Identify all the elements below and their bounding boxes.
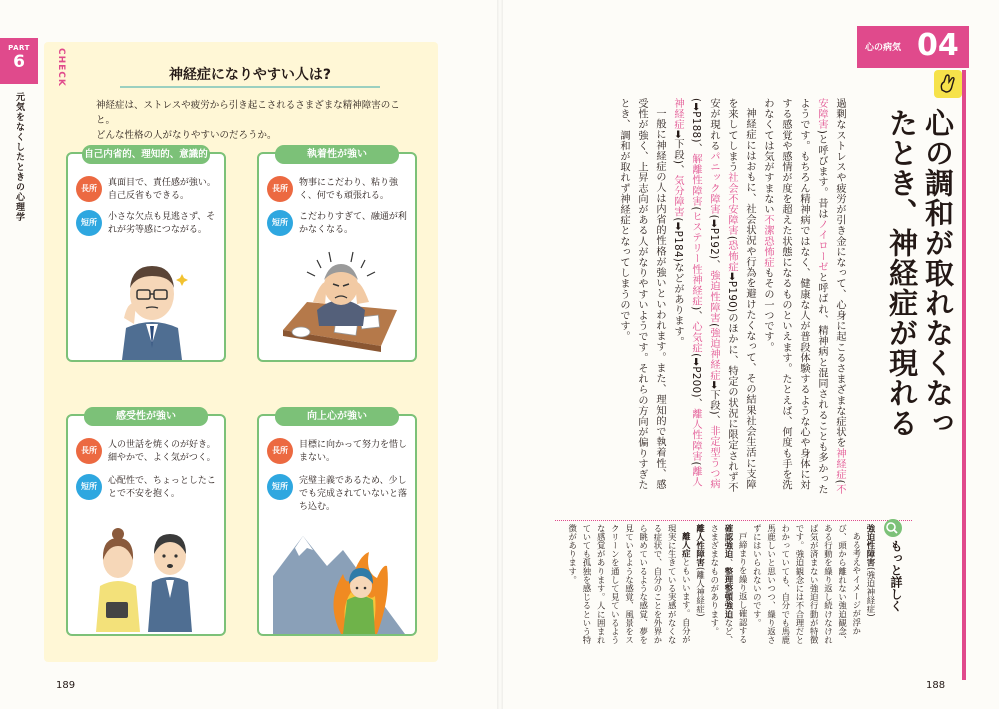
card-title: 向上心が強い xyxy=(275,407,399,426)
trait-card-introspective xyxy=(66,149,226,362)
more-detail-text xyxy=(556,524,878,650)
highlight-term: 強迫神経症 xyxy=(708,327,719,381)
page-title: 心の調和が取れなくなったとき、神経症が現れる xyxy=(885,108,955,438)
section-number: 04 xyxy=(917,28,959,63)
card-title: 執着性が強い xyxy=(275,145,399,164)
weakness-row xyxy=(267,474,415,510)
highlight-term: 不潔恐怖症 xyxy=(762,214,773,268)
more-entry xyxy=(864,524,878,650)
strength-text: 目標に向かって努力を惜しまない。 xyxy=(299,440,408,463)
strength-row xyxy=(76,438,224,474)
weakness-text: 小さな欠点も見逃さず、それが劣等感につながる。 xyxy=(108,212,216,235)
check-desc-line: 神経症は、ストレスや疲労から引き起こされるさまざまな精神障害のこと。 xyxy=(96,100,400,126)
two-people-illustration xyxy=(92,518,202,632)
weakness-text: 心配性で、ちょっとしたことで不安を抱く。 xyxy=(108,476,216,499)
strength-row xyxy=(267,438,415,474)
highlight-term: ノイローゼ xyxy=(816,219,827,272)
weakness-badge: 短所 xyxy=(76,474,102,500)
text-run: ( xyxy=(834,479,845,484)
part-label: PART xyxy=(8,44,30,52)
highlight-term: 離人性障害 xyxy=(690,408,701,462)
highlight-term: 不安障害 xyxy=(816,98,845,495)
highlight-term: 恐怖症 xyxy=(726,240,737,272)
highlight-term: 離人神経症 xyxy=(672,98,701,488)
strength-text: 真面目で、責任感が強い。自己反省もできる。 xyxy=(108,178,216,201)
text-run: )と呼びます。昔は xyxy=(816,129,827,219)
term-heading: 離人性障害 xyxy=(695,524,706,567)
text-run: ( xyxy=(690,461,701,466)
text-run: 戸締まりを繰り返し確認する xyxy=(738,532,749,645)
strength-row xyxy=(76,176,224,212)
highlight-term: 社会不安障害 xyxy=(726,172,737,236)
term-sub: (離人神経症) xyxy=(695,566,706,617)
term-sub: (強迫神経症) xyxy=(866,566,876,617)
check-title: 神経症になりやすい人は? xyxy=(120,64,380,88)
weakness-badge: 短所 xyxy=(76,210,102,236)
highlight-term: 気分障害 xyxy=(672,174,683,218)
main-body-text xyxy=(560,98,848,496)
weakness-text: こだわりすぎて、融通が利かなくなる。 xyxy=(299,212,407,235)
section-label: 心の病気 xyxy=(865,43,902,53)
more-entry xyxy=(693,524,707,650)
body-paragraph xyxy=(614,98,668,496)
text-run: )、 xyxy=(690,306,701,322)
text-run: (➡P192)、 xyxy=(708,214,719,271)
text-run: 過剰なストレスや疲労が引き金になって、心身に起こるさまざまな症状を xyxy=(834,98,845,448)
more-heading-text: もっと詳しく xyxy=(889,540,903,612)
more-entry xyxy=(708,524,751,650)
highlight-term: パニック障害 xyxy=(708,151,719,215)
text-run: 、 xyxy=(723,558,734,567)
text-run: ➡下段)、 xyxy=(672,129,683,175)
weakness-text: 完璧主義であるため、少しでも完成されていないと落ち込む。 xyxy=(299,476,408,512)
text-run: ( xyxy=(690,206,701,211)
left-page-number: 189 xyxy=(56,680,76,691)
term-heading: 強迫性障害 xyxy=(866,524,876,567)
text-run: ある考えやイメージが浮かび、頭から離れない強迫観念、ある行動を繰り返し続けなければ気が済まない強迫行動が特徴です。強迫観念には不合理だとわかっていても、自分でも馬鹿馬鹿しいと思いつつ、繰り返さずにはいられないのです。 xyxy=(752,524,862,645)
strength-text: 人の世話を焼くのが好き。細やかで、よく気がつく。 xyxy=(108,440,216,463)
text-run: もその一つです。 xyxy=(762,267,773,353)
highlight-term: 強迫性障害 xyxy=(708,270,719,324)
stressed-worker-illustration xyxy=(277,246,403,358)
section-tab xyxy=(857,26,969,68)
body-paragraph xyxy=(668,98,758,496)
text-run: (➡P188)、 xyxy=(690,98,701,154)
term-keyword: 確認強迫 xyxy=(723,524,734,559)
text-run: (➡P200)、 xyxy=(690,353,701,409)
strength-badge: 長所 xyxy=(76,176,102,202)
highlight-term: 解離性障害 xyxy=(690,153,701,207)
trait-card-ambitious xyxy=(257,411,417,636)
strength-badge: 長所 xyxy=(267,438,293,464)
body-paragraph xyxy=(758,98,848,496)
strength-badge: 長所 xyxy=(267,176,293,202)
weakness-row xyxy=(267,210,415,246)
text-run: 神経症にはおもに、社会状況や行為を避けたくなって、その結果社会生活に支障を来してしまう xyxy=(726,98,755,490)
more-entry xyxy=(566,524,694,650)
text-run: ともいいます。自分が現実に生きている実感がなくなる症状で、自分のことを外界から眺めているような感覚、夢を見ているような感覚、風景をスクリーンを通して見ているような感覚があります。人に囲まれていても孤独を感じるという特徴があります。 xyxy=(567,524,692,645)
accent-bar xyxy=(962,70,966,680)
gutter-shadow xyxy=(497,0,503,709)
text-run: ➡下段)、 xyxy=(708,380,719,426)
weakness-row xyxy=(76,210,224,246)
right-page-number: 188 xyxy=(926,680,946,691)
weakness-badge: 短所 xyxy=(267,474,293,500)
man-thinking-illustration xyxy=(112,254,192,360)
text-run: ( xyxy=(726,235,737,241)
part-tab xyxy=(0,38,38,84)
more-entry xyxy=(750,524,864,650)
text-run: ( xyxy=(708,323,719,328)
part-title: 元気をなくしたときの心理学 xyxy=(14,92,24,222)
text-run: と呼ばれ、精神病と混同されることも多かったようです。もちろん精神病ではなく、健康な人が普段体験するような心や身体に対する感覚や感情が度を超えた状態になるものといえます。たとえば、何度も手を洗わなくては気がすまない xyxy=(762,98,827,495)
highlight-term: ヒステリー性神経症 xyxy=(690,210,701,307)
strength-row xyxy=(267,176,415,212)
text-run: 一般に神経症の人は内省的性格が強いといわれます。また、理知的で執着性、感受性が強く、上昇志向がある人がなりやすいようです。それらの方向が偏りすぎたとき、調和が取れず神経症となってしまうのです。 xyxy=(618,98,665,491)
trait-card-persistent xyxy=(257,149,417,362)
weakness-row xyxy=(76,474,224,510)
text-run: (➡P184)などがあります。 xyxy=(672,217,683,348)
card-title: 自己内省的、理知的、意識的 xyxy=(82,145,210,164)
mountain-climber-illustration xyxy=(273,516,405,634)
text-run: など、さまざまなものがあります。 xyxy=(709,524,734,645)
card-title: 感受性が強い xyxy=(84,407,208,426)
term-keyword: 離人症 xyxy=(681,532,692,559)
strength-text: 物事にこだわり、粘り強く、何でも頑張れる。 xyxy=(299,178,399,201)
check-description xyxy=(96,98,416,143)
hand-icon xyxy=(934,70,962,98)
text-run: ➡P190)のほかに、特定の状況に限定されず不安が現れる xyxy=(708,98,737,493)
weakness-badge: 短所 xyxy=(267,210,293,236)
check-label: CHECK xyxy=(56,48,66,87)
highlight-term: 非定型うつ病 xyxy=(708,425,719,490)
term-keyword: 整理整頓強迫 xyxy=(723,566,734,619)
highlight-term: 神経症 xyxy=(834,447,845,480)
check-desc-line: どんな性格の人がなりやすいのだろうか。 xyxy=(96,130,277,141)
part-number: 6 xyxy=(13,52,25,72)
highlight-term: 心気症 xyxy=(690,321,701,354)
trait-card-sensitive xyxy=(66,411,226,636)
strength-badge: 長所 xyxy=(76,438,102,464)
